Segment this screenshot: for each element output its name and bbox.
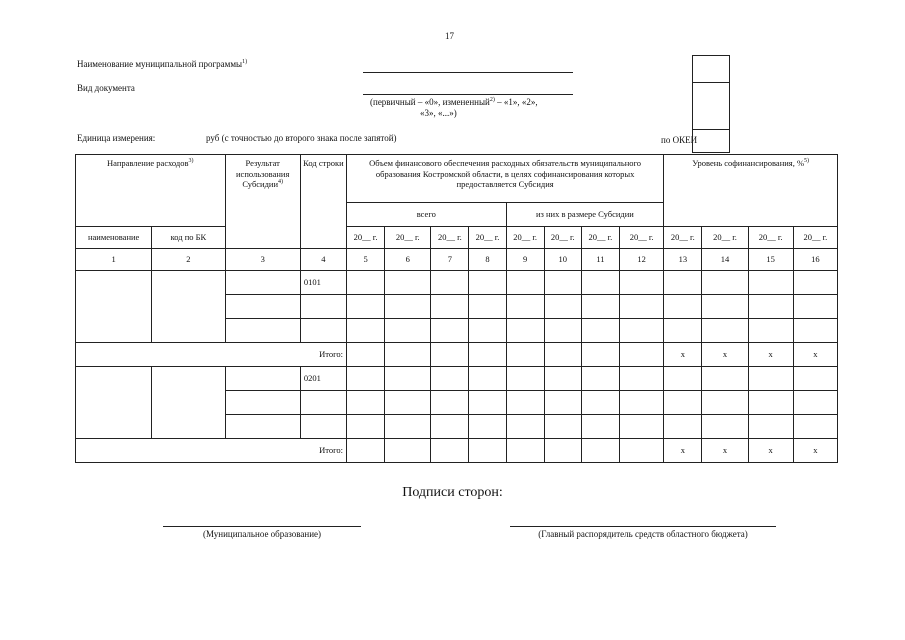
year-cell[interactable]: 20__ г.	[748, 227, 793, 249]
signature-line-distributor[interactable]	[510, 526, 776, 527]
year-cell[interactable]: 20__ г.	[619, 227, 663, 249]
col-number: 1	[76, 249, 152, 271]
x-mark: x	[748, 439, 793, 463]
header-name: наименование	[76, 227, 152, 249]
program-input-line[interactable]	[363, 72, 573, 73]
result-cell[interactable]	[225, 271, 300, 295]
col-number: 5	[347, 249, 385, 271]
x-mark: x	[793, 343, 837, 367]
x-mark: x	[702, 439, 748, 463]
year-cell[interactable]: 20__ г.	[544, 227, 581, 249]
name-cell[interactable]	[76, 367, 152, 439]
x-mark: x	[664, 343, 702, 367]
year-cell[interactable]: 20__ г.	[581, 227, 619, 249]
col-number: 12	[619, 249, 663, 271]
result-cell[interactable]	[225, 391, 300, 415]
col-number: 8	[469, 249, 506, 271]
header-result: Результат использования Субсидии$^{4)}$	[225, 155, 300, 249]
unit-label: Единица измерения:	[77, 133, 156, 143]
total-label: Итого:	[76, 343, 347, 367]
result-cell[interactable]	[225, 295, 300, 319]
page-number: 17	[445, 31, 454, 41]
header-bk: код по БК	[152, 227, 225, 249]
signature-caption-distributor: (Главный распорядитель средств областного бюджета)	[538, 529, 748, 539]
bk-cell[interactable]	[152, 271, 225, 343]
col-number: 7	[431, 249, 469, 271]
col-number: 3	[225, 249, 300, 271]
row-code: 0201	[300, 367, 346, 391]
year-cell[interactable]: 20__ г.	[793, 227, 837, 249]
program-label: Наименование муниципальной программы$^{1)}$	[77, 59, 248, 69]
header-code: Код строки	[300, 155, 346, 249]
col-number: 16	[793, 249, 837, 271]
year-cell[interactable]: 20__ г.	[702, 227, 748, 249]
year-cell[interactable]: 20__ г.	[431, 227, 469, 249]
code-box-okei[interactable]	[692, 129, 730, 153]
x-mark: x	[702, 343, 748, 367]
table-row	[76, 367, 838, 391]
doc-type-label: Вид документа	[77, 83, 135, 93]
header-level: Уровень софинансирования, %$^{5)}$	[664, 155, 838, 227]
total-label: Итого:	[76, 439, 347, 463]
year-cell[interactable]: 20__ г.	[385, 227, 431, 249]
signatures-title: Подписи сторон:	[402, 485, 503, 500]
result-cell[interactable]	[225, 367, 300, 391]
column-numbers-row	[76, 249, 838, 271]
col-number: 6	[385, 249, 431, 271]
year-cell[interactable]: 20__ г.	[506, 227, 544, 249]
code-box-doc-type[interactable]	[692, 81, 730, 130]
col-number: 10	[544, 249, 581, 271]
col-number: 11	[581, 249, 619, 271]
x-mark: x	[748, 343, 793, 367]
table-row	[76, 271, 838, 295]
year-cell[interactable]: 20__ г.	[347, 227, 385, 249]
row-code: 0101	[300, 271, 346, 295]
x-mark: x	[664, 439, 702, 463]
col-number: 9	[506, 249, 544, 271]
x-mark: x	[793, 439, 837, 463]
okei-label: по ОКЕИ	[661, 135, 698, 145]
col-number: 13	[664, 249, 702, 271]
total-row	[76, 343, 838, 367]
col-number: 2	[152, 249, 225, 271]
funding-table	[75, 154, 838, 463]
year-cell[interactable]: 20__ г.	[664, 227, 702, 249]
year-cell[interactable]: 20__ г.	[469, 227, 506, 249]
result-cell[interactable]	[225, 319, 300, 343]
header-subsidy: из них в размере Субсидии	[506, 203, 664, 227]
col-number: 14	[702, 249, 748, 271]
signature-caption-municipality: (Муниципальное образование)	[202, 529, 322, 539]
col-number: 4	[300, 249, 346, 271]
total-row	[76, 439, 838, 463]
header-direction: Направление расходов$^{3)}$	[76, 155, 226, 227]
name-cell[interactable]	[76, 271, 152, 343]
doc-type-hint: (первичный – «0», измененный$^{2)}$ – «1», «2», «3», «...»)	[370, 97, 538, 118]
col-number: 15	[748, 249, 793, 271]
header-volume: Объем финансового обеспечения расходных обязательств муниципального образования Костромской области, в целях софинансирования которых предоставляется Субсидия	[347, 155, 664, 203]
signature-line-municipality[interactable]	[163, 526, 361, 527]
unit-value: руб (с точностью до второго знака после запятой)	[206, 133, 397, 143]
header-total: всего	[347, 203, 507, 227]
result-cell[interactable]	[225, 415, 300, 439]
bk-cell[interactable]	[152, 367, 225, 439]
doc-type-input-line[interactable]	[363, 94, 573, 95]
code-box-program[interactable]	[692, 55, 730, 83]
